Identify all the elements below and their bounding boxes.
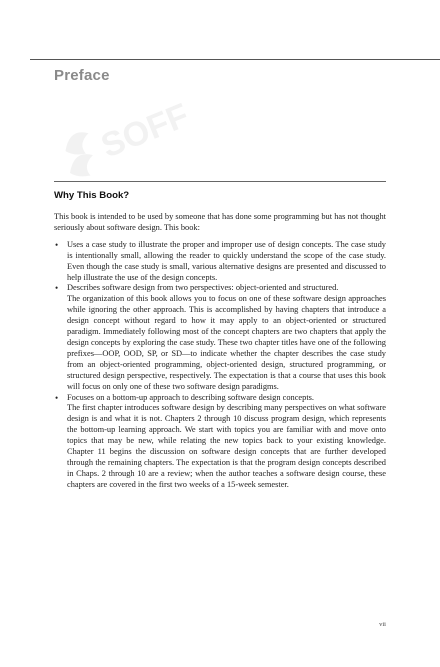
list-item	[54, 393, 386, 491]
feature-list	[54, 240, 386, 491]
list-item	[54, 283, 386, 392]
bullet-paragraph: • Uses a case study to illustrate the proper and improper use of design concepts. The case study is intentionally small, allowing the reader to quickly understand the scope of the case study. Even though the case study is small, various alternative designs are presented and discussed to help illustrate the use of the design concepts.	[67, 239, 386, 282]
page-number: vii	[379, 621, 386, 628]
body-text	[54, 212, 386, 491]
top-rule	[30, 59, 440, 60]
bullet-paragraph: • Describes software design from two perspectives: object-oriented and structured.	[67, 283, 339, 293]
intro-paragraph: This book is intended to be used by someone that has done some programming but has not thought seriously about software design. This book:	[54, 212, 386, 232]
chapter-title: Preface	[54, 67, 110, 84]
watermark-text: SOFF	[95, 96, 195, 166]
list-item	[54, 240, 386, 284]
section-rule	[54, 181, 386, 182]
bullet-paragraph: The organization of this book allows you to focus on one of these software design approaches while ignoring the other approach. This is accomplished by having chapters that introduce a design concept without regard to how it may apply to an object-oriented or structured paradigm. Immediately following most of the concept chapters are two chapters that apply the design concepts by exploring the case study. These two chapter titles have one of the following prefixes—OOP, OOD, SP, or SD—to indicate whether the chapter describes the case study from an object-oriented programming, object-oriented design, structured programming, or structured design perspective, respectively. The expectation is that a course that uses this book will focus on only one of these two software design paradigms.	[67, 294, 386, 391]
bullet-paragraph: The first chapter introduces software design by describing many perspectives on what software design is and what it is not. Chapters 2 through 10 discuss program design, which represents the bottom-up learning approach. We start with topics you are familiar with and move onto topics that may be new, while relating the new topics back to your existing knowledge. Chapter 11 begins the discussion on software design concepts that are further developed through the remaining chapters. The expectation is that the program design concepts described in Chaps. 2 through 10 are a review; when the author teaches a software design course, these chapters are covered in the first two weeks of a 15-week semester.	[67, 403, 386, 489]
watermark-logo	[40, 78, 340, 198]
bullet-paragraph: • Focuses on a bottom-up approach to describing software design concepts.	[67, 392, 315, 402]
section-heading: Why This Book?	[54, 190, 130, 201]
